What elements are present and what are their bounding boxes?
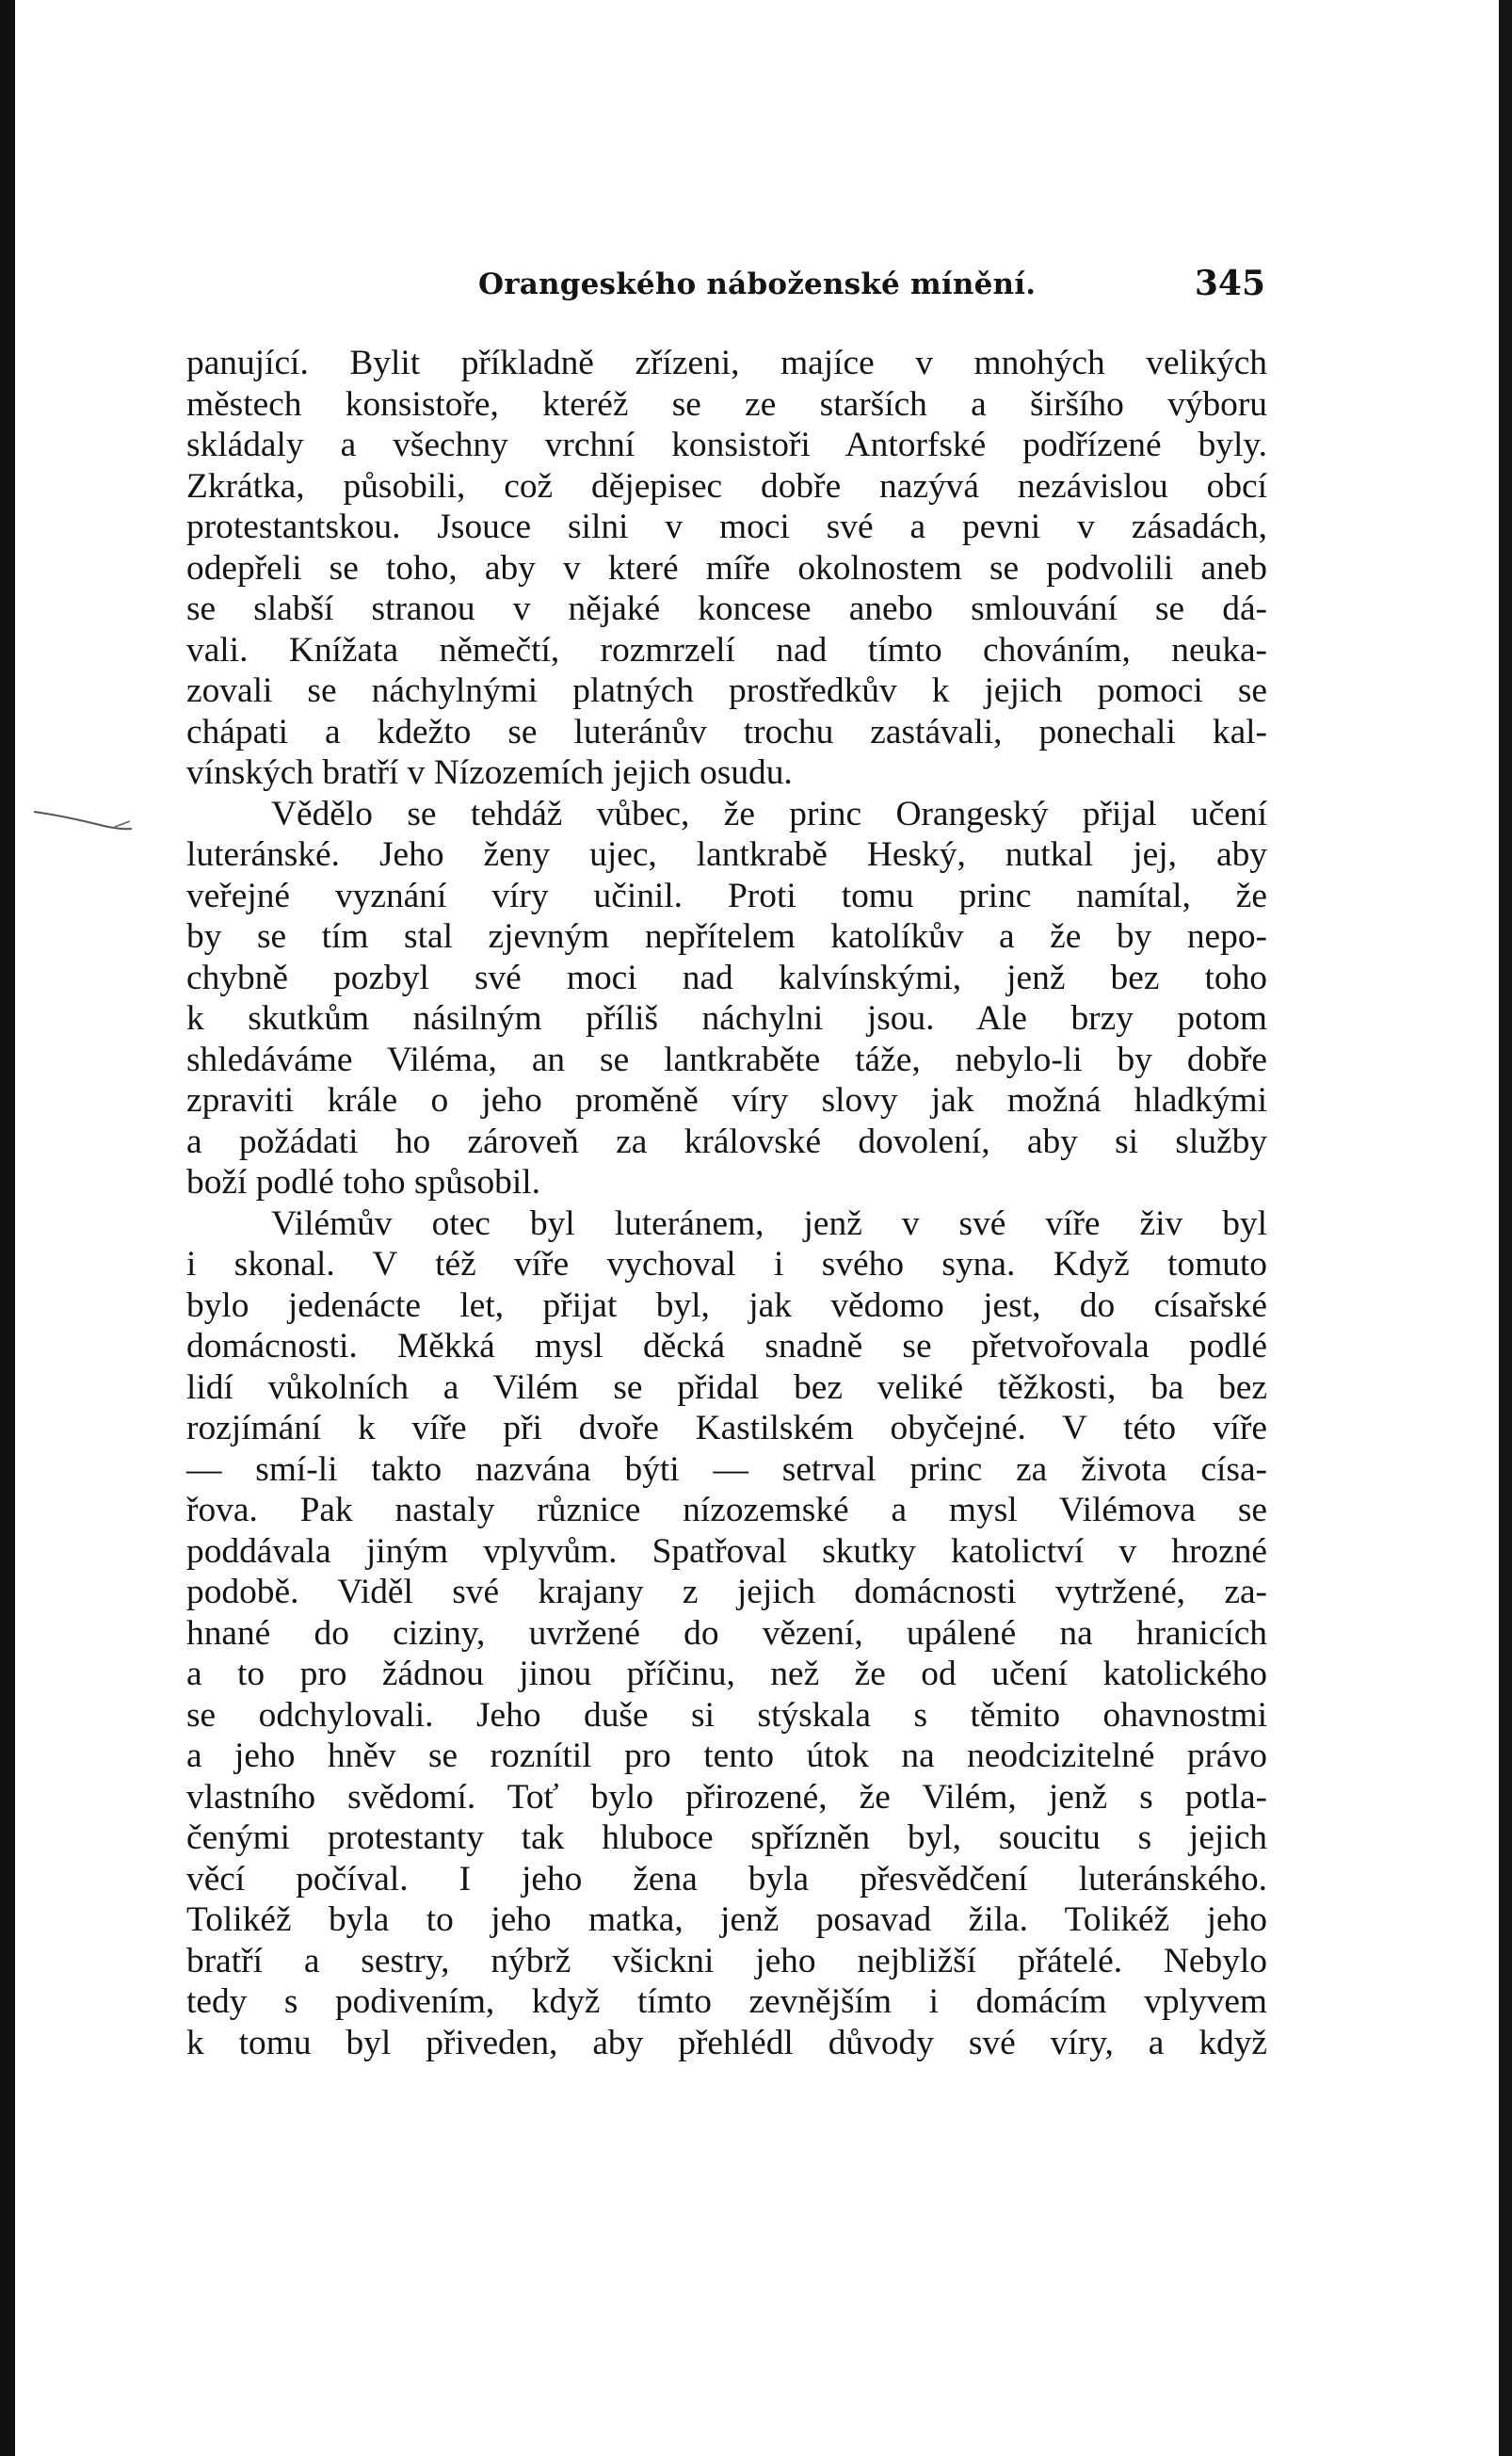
scan-left-edge xyxy=(0,0,15,2456)
margin-pencil-mark xyxy=(32,799,137,834)
scan-right-edge xyxy=(1499,0,1512,2456)
text-line: zovali se náchylnými platných prostředkův k jejich pomoci se xyxy=(186,671,1267,710)
text-line: protestantskou. Jsouce silni v moci své a pevni v zásadách, xyxy=(186,508,1267,546)
text-line: bratří a sestry, nýbrž všickni jeho nejbližší přátelé. Nebylo xyxy=(186,1941,1267,1980)
text-line: tedy s podivením, když tímto zevnějším i domácím vplyvem xyxy=(186,1982,1267,2021)
text-line: lidí vůkolních a Vilém se přidal bez veliké těžkosti, ba bez xyxy=(186,1367,1267,1407)
text-line: a požádati ho zároveň za královské dovolení, aby si služby xyxy=(186,1122,1267,1161)
text-line: věcí počíval. I jeho žena byla přesvědčení luteránského. xyxy=(186,1859,1267,1899)
text-line: skládaly a všechny vrchní konsistoři Antorfské podřízené byly. xyxy=(186,426,1267,464)
text-line: se slabší stranou v nějaké koncese anebo smlouvání se dá- xyxy=(186,590,1267,628)
paragraph-end-line: boží podlé toho spůsobil. xyxy=(186,1163,540,1202)
text-line: řova. Pak nastaly různice nízozemské a mysl Vilémova se xyxy=(186,1491,1267,1529)
text-line: hnané do ciziny, uvržené do vězení, upálené na hranicích xyxy=(186,1613,1267,1653)
text-line: podobě. Viděl své krajany z jejich domácnosti vytržené, za- xyxy=(186,1573,1267,1611)
text-line: veřejné vyznání víry učinil. Proti tomu princ namítal, že xyxy=(186,876,1267,915)
running-title: Orangeského náboženské mínění. xyxy=(478,267,1037,301)
text-line: a jeho hněv se roznítil pro tento útok na neodcizitelné právo xyxy=(186,1737,1267,1775)
text-line: bylo jedenácte let, přijat byl, jak vědomo jest, do císařské xyxy=(186,1285,1267,1325)
page-number: 345 xyxy=(1194,264,1265,303)
text-line: čenými protestanty tak hluboce spřízněn byl, soucitu s jejich xyxy=(186,1818,1267,1857)
text-line: shledáváme Viléma, an se lantkraběte táže, nebylo-li by dobře xyxy=(186,1040,1267,1079)
text-line: Tolikéž byla to jeho matka, jenž posavad žila. Tolikéž jeho xyxy=(186,1900,1267,1939)
text-line: zpraviti krále o jeho proměně víry slovy jak možná hladkými xyxy=(186,1081,1267,1120)
paragraph-first-line: Vědělo se tehdáž vůbec, že princ Orangeský přijal učení xyxy=(271,794,1267,833)
text-line: k tomu byl přiveden, aby přehlédl důvody své víry, a když xyxy=(186,2023,1267,2062)
text-line: vlastního svědomí. Toť bylo přirozené, že Vilém, jenž s potla- xyxy=(186,1777,1267,1817)
text-line: k skutkům násilným příliš náchylni jsou. Ale brzy potom xyxy=(186,999,1267,1038)
paragraph-first-line: Vilémův otec byl luteránem, jenž v své víře živ byl xyxy=(271,1204,1267,1243)
text-line: domácnosti. Měkká mysl děcká snadně se přetvořovala podlé xyxy=(186,1327,1267,1365)
text-line: rozjímání k víře při dvoře Kastilském obyčejné. V této víře xyxy=(186,1409,1267,1447)
page-header xyxy=(186,262,1265,309)
text-line: panující. Bylit příkladně zřízeni, majíce v mnohých velikých xyxy=(186,344,1267,382)
text-line: odepřeli se toho, aby v které míře okolnostem se podvolili aneb xyxy=(186,548,1267,588)
text-line: vali. Knížata němečtí, rozmrzelí nad tímto chováním, neuka- xyxy=(186,630,1267,670)
text-line: chybně pozbyl své moci nad kalvínskými, jenž bez toho xyxy=(186,958,1267,997)
text-line: by se tím stal zjevným nepřítelem katolíkův a že by nepo- xyxy=(186,917,1267,956)
text-line: městech konsistoře, kteréž se ze starších a širšího výboru xyxy=(186,384,1267,424)
text-line: luteránské. Jeho ženy ujec, lantkrabě Heský, nutkal jej, aby xyxy=(186,835,1267,874)
text-line: poddávala jiným vplyvům. Spatřoval skutky katolictví v hrozné xyxy=(186,1531,1267,1571)
text-line: Zkrátka, působili, což dějepisec dobře nazývá nezávislou obcí xyxy=(186,466,1267,506)
paragraph-end-line: vínských bratří v Nízozemích jejich osudu. xyxy=(186,753,793,792)
text-line: i skonal. V též víře vychoval i svého syna. Když tomuto xyxy=(186,1245,1267,1284)
text-line: — smí-li takto nazvána býti — setrval princ za života císa- xyxy=(186,1449,1267,1489)
text-line: se odchylovali. Jeho duše si stýskala s těmito ohavnostmi xyxy=(186,1695,1267,1735)
text-line: chápati a kdežto se luteránův trochu zastávali, ponechali kal- xyxy=(186,712,1267,751)
body-text xyxy=(186,343,1267,2063)
text-line: a to pro žádnou jinou příčinu, než že od učení katolického xyxy=(186,1655,1267,1693)
